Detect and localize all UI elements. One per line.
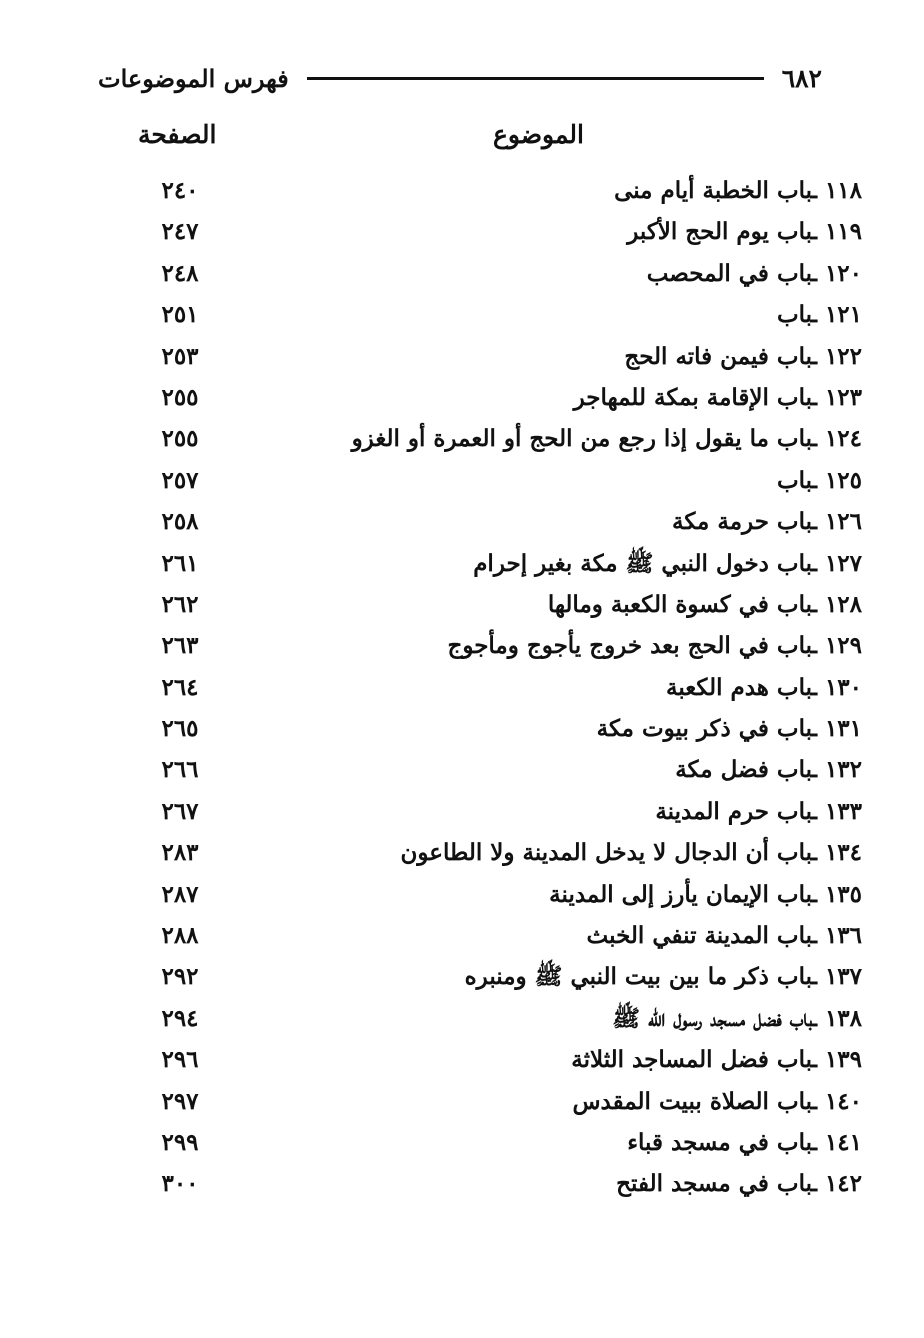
entry-page-number: ٢٦٦ bbox=[161, 756, 199, 784]
entry-page-number: ٢٦١ bbox=[161, 549, 199, 577]
entry-number: ١٣٨ ـ bbox=[810, 1004, 862, 1032]
toc-entry bbox=[0, 296, 924, 337]
toc-entry bbox=[0, 545, 924, 586]
toc-entry bbox=[0, 1041, 924, 1082]
entry-page-number: ٢٥١ bbox=[161, 301, 199, 329]
entry-page-number: ٢٥٥ bbox=[161, 383, 199, 411]
entry-page-number: ٢٥٨ bbox=[161, 508, 199, 536]
entry-title: باب ما يقول إذا رجع من الحج أو العمرة أو الغزو bbox=[351, 425, 812, 453]
entry-title: باب في مسجد الفتح bbox=[616, 1170, 812, 1198]
toc-entry bbox=[0, 710, 924, 751]
entry-number: ١٢٤ ـ bbox=[810, 425, 862, 453]
entry-number: ١٢٥ ـ bbox=[810, 466, 862, 494]
entry-page-number: ٣٠٠ bbox=[161, 1170, 199, 1198]
entry-page-number: ٢٦٥ bbox=[161, 715, 199, 743]
entry-page-number: ٢٤٠ bbox=[161, 177, 199, 204]
entry-page-number: ٢٦٢ bbox=[161, 590, 199, 618]
toc-entry bbox=[0, 338, 924, 379]
entry-page-number: ٢٥٣ bbox=[161, 342, 199, 370]
entry-title: باب في كسوة الكعبة ومالها bbox=[547, 590, 812, 618]
entry-number: ١٣٩ ـ bbox=[810, 1046, 862, 1074]
entry-title: باب في مسجد قباء bbox=[627, 1128, 812, 1156]
entry-number: ١٣٠ ـ bbox=[810, 673, 862, 701]
toc-entry bbox=[0, 917, 924, 958]
toc-entry bbox=[0, 586, 924, 627]
entry-title: باب فضل مكة bbox=[675, 756, 812, 784]
entry-number: ١٣٧ ـ bbox=[810, 963, 862, 991]
toc-entry bbox=[0, 793, 924, 834]
entry-title: باب دخول النبي ﷺ مكة بغير إحرام bbox=[473, 549, 812, 577]
toc-entry bbox=[0, 1000, 924, 1041]
toc-entry bbox=[0, 213, 924, 254]
entry-number: ١٣٦ ـ bbox=[810, 922, 862, 950]
entry-title: باب أن الدجال لا يدخل المدينة ولا الطاعون bbox=[400, 839, 812, 867]
toc-entry bbox=[0, 420, 924, 461]
entry-page-number: ٢٤٧ bbox=[161, 218, 199, 246]
entry-number: ١٣٣ ـ bbox=[810, 797, 862, 825]
toc-entry bbox=[0, 503, 924, 544]
toc-entry bbox=[0, 834, 924, 875]
toc-entry bbox=[0, 1124, 924, 1165]
toc-entry bbox=[0, 255, 924, 296]
entry-title: باب حرمة مكة bbox=[672, 508, 812, 536]
entry-page-number: ٢٨٧ bbox=[161, 880, 199, 908]
entry-number: ١٤٠ ـ bbox=[810, 1087, 862, 1115]
entry-title: باب يوم الحج الأكبر bbox=[627, 218, 812, 246]
entry-title: باب في ذكر بيوت مكة bbox=[596, 715, 812, 743]
entry-title: باب فضل مسجد رسول الله ﷺ bbox=[612, 1004, 812, 1032]
entry-number: ١٢٩ ـ bbox=[810, 632, 862, 660]
toc-entry bbox=[0, 1165, 924, 1206]
entry-page-number: ٢٩٧ bbox=[161, 1087, 199, 1115]
entry-page-number: ٢٩٩ bbox=[161, 1128, 199, 1156]
entry-title: باب الصلاة ببيت المقدس bbox=[572, 1087, 812, 1115]
entry-title: باب ذكر ما بين بيت النبي ﷺ ومنبره bbox=[464, 963, 812, 991]
entry-page-number: ٢٦٤ bbox=[161, 673, 199, 701]
entry-number: ١٢٧ ـ bbox=[810, 549, 862, 577]
running-header bbox=[98, 58, 822, 98]
entry-page-number: ٢٨٨ bbox=[161, 922, 199, 950]
entry-number: ١٢٠ ـ bbox=[810, 259, 862, 287]
entry-number: ١٣٥ ـ bbox=[810, 880, 862, 908]
entry-number: ١٢٦ ـ bbox=[810, 508, 862, 536]
entry-page-number: ٢٩٦ bbox=[161, 1046, 199, 1074]
entry-number: ١٤١ ـ bbox=[810, 1128, 862, 1156]
entry-page-number: ٢٩٢ bbox=[161, 963, 199, 991]
toc-entry bbox=[0, 462, 924, 503]
page-column-heading: الصفحة bbox=[138, 120, 217, 149]
entry-title: باب bbox=[776, 301, 812, 329]
toc-entry bbox=[0, 669, 924, 710]
entry-page-number: ٢٦٧ bbox=[161, 797, 199, 825]
entry-number: ١٤٢ ـ bbox=[810, 1170, 862, 1198]
entry-title: باب فيمن فاته الحج bbox=[624, 342, 812, 370]
entry-number: ١٢٢ ـ bbox=[810, 342, 862, 370]
entry-number: ١٣٤ ـ bbox=[810, 839, 862, 867]
entry-page-number: ٢٥٥ bbox=[161, 425, 199, 453]
entry-number: ١٢٣ ـ bbox=[810, 383, 862, 411]
entry-number: ١٣٢ ـ bbox=[810, 756, 862, 784]
page-number: ٦٨٢ bbox=[781, 63, 822, 93]
toc-entry bbox=[0, 172, 924, 213]
entry-number: ١١٩ ـ bbox=[810, 218, 862, 246]
entry-number: ١٢١ ـ bbox=[810, 301, 862, 329]
entry-page-number: ٢٩٤ bbox=[161, 1004, 199, 1032]
entry-title: باب الإيمان يأرز إلى المدينة bbox=[549, 880, 812, 908]
entry-title: باب هدم الكعبة bbox=[666, 673, 812, 701]
entry-page-number: ٢٤٨ bbox=[161, 259, 199, 287]
entry-number: ١٢٨ ـ bbox=[810, 590, 862, 618]
entry-page-number: ٢٥٧ bbox=[161, 466, 199, 494]
toc-entry bbox=[0, 876, 924, 917]
entry-title: باب bbox=[776, 466, 812, 494]
entry-number: ١١٨ ـ bbox=[810, 177, 862, 204]
toc-entry bbox=[0, 751, 924, 792]
entry-title: باب في الحج بعد خروج يأجوج ومأجوج bbox=[447, 632, 812, 660]
topic-column-heading: الموضوع bbox=[493, 120, 584, 149]
entry-page-number: ٢٨٣ bbox=[161, 839, 199, 867]
header-rule bbox=[307, 77, 764, 80]
entry-title: باب الإقامة بمكة للمهاجر bbox=[573, 383, 812, 411]
entry-title: باب في المحصب bbox=[646, 259, 812, 287]
toc-entry bbox=[0, 1083, 924, 1124]
entry-title: باب حرم المدينة bbox=[655, 797, 812, 825]
toc-entry bbox=[0, 958, 924, 999]
entry-number: ١٣١ ـ bbox=[810, 715, 862, 743]
toc-entry bbox=[0, 379, 924, 420]
entry-title: باب المدينة تنفي الخبث bbox=[586, 922, 812, 950]
running-title: فهرس الموضوعات bbox=[98, 63, 289, 93]
entry-page-number: ٢٦٣ bbox=[161, 632, 199, 660]
entry-title: باب الخطبة أيام منى bbox=[614, 177, 812, 204]
table-of-contents bbox=[0, 172, 924, 1207]
toc-entry bbox=[0, 627, 924, 668]
entry-title: باب فضل المساجد الثلاثة bbox=[571, 1046, 812, 1074]
